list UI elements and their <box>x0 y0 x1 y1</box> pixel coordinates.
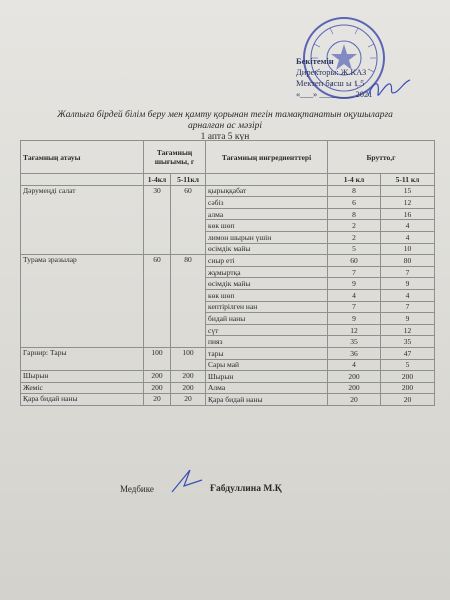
table-header-row <box>21 141 435 174</box>
portion-1-4-cell: 30 <box>144 185 171 255</box>
header-gross: Брутто,г <box>328 141 435 174</box>
ingredient-cell: лимон шырын үшін <box>206 231 328 243</box>
ingredient-cell: қырыққабат <box>206 185 328 197</box>
portion-1-4-cell: 200 <box>144 371 171 383</box>
portion-5-11-cell: 20 <box>171 394 206 406</box>
gross-1-4-cell: 6 <box>328 197 381 209</box>
table-row <box>21 394 435 406</box>
header-gross-1-4: 1-4 кл <box>328 174 381 186</box>
dish-name-cell: Жеміс <box>21 382 144 394</box>
nurse-signature-icon <box>168 466 208 496</box>
gross-5-11-cell: 15 <box>381 185 435 197</box>
gross-1-4-cell: 8 <box>328 185 381 197</box>
ingredient-cell: бидай наны <box>206 313 328 325</box>
gross-5-11-cell: 200 <box>381 382 435 394</box>
dish-name-cell: Шырын <box>21 371 144 383</box>
menu-title <box>20 110 430 143</box>
gross-1-4-cell: 12 <box>328 324 381 336</box>
gross-5-11-cell: 16 <box>381 208 435 220</box>
menu-table <box>20 140 435 406</box>
table-row <box>21 371 435 383</box>
footer-signature <box>120 476 370 506</box>
ingredient-cell: өсімдік майы <box>206 243 328 255</box>
gross-1-4-cell: 8 <box>328 208 381 220</box>
ingredient-cell: сүт <box>206 324 328 336</box>
portion-5-11-cell: 100 <box>171 347 206 370</box>
gross-1-4-cell: 5 <box>328 243 381 255</box>
gross-1-4-cell: 36 <box>328 347 381 359</box>
ingredient-cell: Сары май <box>206 359 328 371</box>
header-gross-5-11: 5-11 кл <box>381 174 435 186</box>
director-signature-icon <box>364 76 414 102</box>
gross-5-11-cell: 4 <box>381 289 435 301</box>
gross-5-11-cell: 20 <box>381 394 435 406</box>
portion-1-4-cell: 200 <box>144 382 171 394</box>
ingredient-cell: өсімдік майы <box>206 278 328 290</box>
portion-1-4-cell: 60 <box>144 255 171 348</box>
gross-5-11-cell: 4 <box>381 231 435 243</box>
header-portion: Тағамның шығымы, г <box>144 141 206 174</box>
table-row <box>21 382 435 394</box>
portion-1-4-cell: 100 <box>144 347 171 370</box>
header-grade-5-11: 5-11кл <box>171 174 206 186</box>
ingredient-cell: Қара бидай наны <box>206 394 328 406</box>
ingredient-cell: Алма <box>206 382 328 394</box>
dish-name-cell: Дәрумеңді салат <box>21 185 144 255</box>
gross-5-11-cell: 12 <box>381 197 435 209</box>
ingredient-cell: Шырын <box>206 371 328 383</box>
gross-1-4-cell: 4 <box>328 289 381 301</box>
gross-1-4-cell: 20 <box>328 394 381 406</box>
header-dish-name: Тағамның атауы <box>21 141 144 174</box>
gross-1-4-cell: 9 <box>328 278 381 290</box>
portion-5-11-cell: 200 <box>171 371 206 383</box>
gross-1-4-cell: 7 <box>328 301 381 313</box>
ingredient-cell: сәбіз <box>206 197 328 209</box>
gross-1-4-cell: 200 <box>328 382 381 394</box>
ingredient-cell: сиыр еті <box>206 255 328 267</box>
ingredient-cell: кептірілген нан <box>206 301 328 313</box>
header-ingredients: Тағамның ингредиенттері <box>206 141 328 174</box>
title-line-2: арналған ас мәзірі <box>187 121 262 131</box>
gross-5-11-cell: 10 <box>381 243 435 255</box>
gross-5-11-cell: 9 <box>381 313 435 325</box>
ingredient-cell: жұмыртқа <box>206 266 328 278</box>
approval-head: Мектеп басш ы 1.5 <box>296 78 365 88</box>
portion-1-4-cell: 20 <box>144 394 171 406</box>
gross-5-11-cell: 47 <box>381 347 435 359</box>
approval-heading: Бекітемін <box>296 56 334 66</box>
gross-1-4-cell: 60 <box>328 255 381 267</box>
ingredient-cell: көк шөп <box>206 289 328 301</box>
gross-1-4-cell: 9 <box>328 313 381 325</box>
dish-name-cell: Гарнир: Тары <box>21 347 144 370</box>
table-row <box>21 347 435 359</box>
dish-name-cell: Турама зразылар <box>21 255 144 348</box>
gross-5-11-cell: 4 <box>381 220 435 232</box>
gross-1-4-cell: 200 <box>328 371 381 383</box>
approval-date: «___» ________ 2021 <box>296 89 373 99</box>
gross-1-4-cell: 35 <box>328 336 381 348</box>
portion-5-11-cell: 80 <box>171 255 206 348</box>
gross-5-11-cell: 5 <box>381 359 435 371</box>
gross-5-11-cell: 200 <box>381 371 435 383</box>
gross-1-4-cell: 4 <box>328 359 381 371</box>
gross-5-11-cell: 35 <box>381 336 435 348</box>
title-week: 1 апта 5 күн <box>200 132 250 142</box>
table-row <box>21 255 435 267</box>
gross-5-11-cell: 7 <box>381 301 435 313</box>
table-subheader-row <box>21 174 435 186</box>
approval-director: Директоры: Ж.КАЗ <box>296 67 367 77</box>
gross-1-4-cell: 2 <box>328 220 381 232</box>
nurse-label: Медбике <box>120 484 154 494</box>
gross-1-4-cell: 2 <box>328 231 381 243</box>
header-grade-1-4: 1-4кл <box>144 174 171 186</box>
dish-name-cell: Қара бидай наны <box>21 394 144 406</box>
title-line-1: Жалпыға бірдей білім беру мен қамту қорынан тегін тамақтанатын оқушыларға <box>57 110 393 120</box>
portion-5-11-cell: 60 <box>171 185 206 255</box>
gross-5-11-cell: 7 <box>381 266 435 278</box>
gross-5-11-cell: 80 <box>381 255 435 267</box>
ingredient-cell: көк шөп <box>206 220 328 232</box>
nurse-name: Ғабдуллина М.Қ <box>210 484 282 494</box>
table-row <box>21 185 435 197</box>
ingredient-cell: алма <box>206 208 328 220</box>
ingredient-cell: тары <box>206 347 328 359</box>
portion-5-11-cell: 200 <box>171 382 206 394</box>
gross-5-11-cell: 9 <box>381 278 435 290</box>
ingredient-cell: пияз <box>206 336 328 348</box>
gross-5-11-cell: 12 <box>381 324 435 336</box>
gross-1-4-cell: 7 <box>328 266 381 278</box>
